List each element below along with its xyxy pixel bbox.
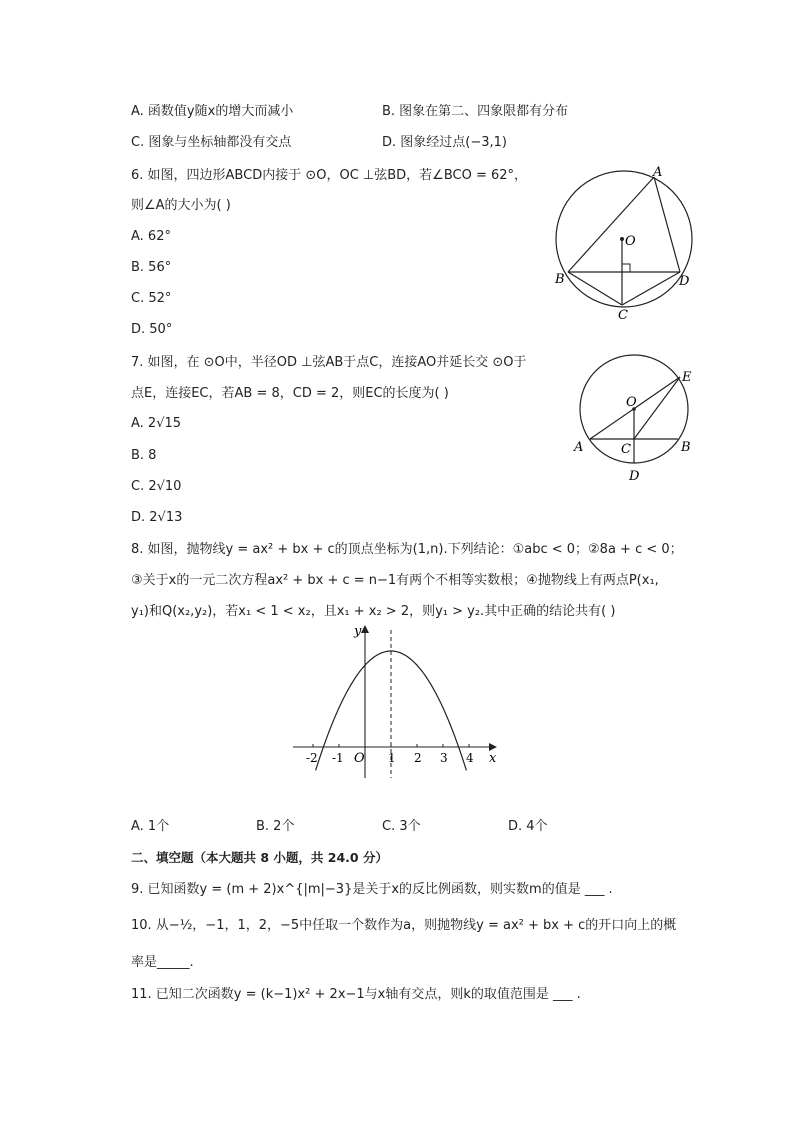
x-tick-label: 4 bbox=[466, 751, 474, 765]
q6-label-d: D bbox=[679, 274, 690, 289]
x-tick-label: 1 bbox=[388, 751, 396, 765]
q7-label-a: A bbox=[574, 440, 584, 455]
x-tick-label: -2 bbox=[306, 751, 318, 765]
q10-stem-line1: 10. 从−½，−1，1，2，−5中任取一个数作为a，则抛物线y = ax² + bx + c的开口向上的概 bbox=[131, 918, 677, 933]
q7-label-e: E bbox=[682, 370, 692, 385]
x-axis-label: x bbox=[489, 751, 497, 766]
section-fill-in-blank-heading: 二、填空题（本大题共 8 小题，共 24.0 分） bbox=[131, 850, 388, 865]
q11-stem: 11. 已知二次函数y = (k−1)x² + 2x−1与x轴有交点，则k的取值范围是 ___ . bbox=[131, 987, 581, 1002]
q5-option-a: A. 函数值y随x的增大而减小 bbox=[131, 104, 294, 119]
q7-circle-figure bbox=[568, 352, 708, 487]
q8-option-c: C. 3个 bbox=[382, 819, 421, 834]
q8-option-d: D. 4个 bbox=[508, 819, 548, 834]
q6-option-a: A. 62° bbox=[131, 229, 171, 244]
q7-stem-line1: 7. 如图，在 ⊙O中，半径OD ⊥弦AB于点C，连接AO并延长交 ⊙O于 bbox=[131, 355, 527, 370]
origin-label: O bbox=[354, 751, 365, 766]
q7-option-c: C. 2√10 bbox=[131, 479, 182, 494]
q7-option-a: A. 2√15 bbox=[131, 416, 182, 431]
q8-option-a: A. 1个 bbox=[131, 819, 170, 834]
q6-stem-line2: 则∠A的大小为( ) bbox=[131, 198, 231, 213]
q7-option-d: D. 2√13 bbox=[131, 510, 183, 525]
y-axis-label: y bbox=[354, 624, 362, 639]
x-axis-arrow bbox=[489, 743, 497, 751]
q7-label-d: D bbox=[629, 469, 640, 484]
q8-parabola-graph bbox=[285, 620, 505, 790]
q10-stem-line2: 率是_____. bbox=[131, 955, 194, 970]
q5-option-c: C. 图象与坐标轴都没有交点 bbox=[131, 135, 292, 150]
y-axis-arrow bbox=[361, 625, 369, 633]
q6-option-b: B. 56° bbox=[131, 260, 172, 275]
q7-option-b: B. 8 bbox=[131, 448, 157, 463]
q7-label-o: O bbox=[626, 395, 637, 410]
q5-option-b: B. 图象在第二、四象限都有分布 bbox=[382, 104, 569, 119]
q6-circle-figure bbox=[548, 165, 698, 325]
q7-stem-line2: 点E，连接EC，若AB = 8，CD = 2，则EC的长度为( ) bbox=[131, 386, 449, 401]
q8-stem-line2: ③关于x的一元二次方程ax² + bx + c = n−1有两个不相等实数根；④抛物线上有两点P(x₁, bbox=[131, 573, 659, 588]
q8-stem-line3: y₁)和Q(x₂,y₂)，若x₁ < 1 < x₂，且x₁ + x₂ > 2，则y₁ > y₂.其中正确的结论共有( ) bbox=[131, 604, 616, 619]
q8-stem-line1: 8. 如图，抛物线y = ax² + bx + c的顶点坐标为(1,n).下列结论：①abc < 0；②8a + c < 0； bbox=[131, 542, 683, 557]
q6-option-c: C. 52° bbox=[131, 291, 172, 306]
x-tick-label: 3 bbox=[440, 751, 448, 765]
q6-label-b: B bbox=[555, 272, 565, 287]
q6-option-d: D. 50° bbox=[131, 322, 173, 337]
q9-stem: 9. 已知函数y = (m + 2)x^{|m|−3}是关于x的反比例函数，则实数m的值是 ___ . bbox=[131, 882, 613, 897]
q6-label-a: A bbox=[653, 165, 663, 180]
q6-stem-line1: 6. 如图，四边形ABCD内接于 ⊙O，OC ⊥弦BD，若∠BCO = 62°， bbox=[131, 168, 528, 183]
q7-label-b: B bbox=[681, 440, 691, 455]
x-tick-label: 2 bbox=[414, 751, 422, 765]
q6-label-c: C bbox=[618, 308, 628, 323]
q8-option-b: B. 2个 bbox=[256, 819, 295, 834]
x-tick-label: -1 bbox=[332, 751, 344, 765]
q6-label-o: O bbox=[625, 234, 636, 249]
q5-option-d: D. 图象经过点(−3,1) bbox=[382, 135, 507, 150]
q7-label-c: C bbox=[621, 442, 631, 457]
